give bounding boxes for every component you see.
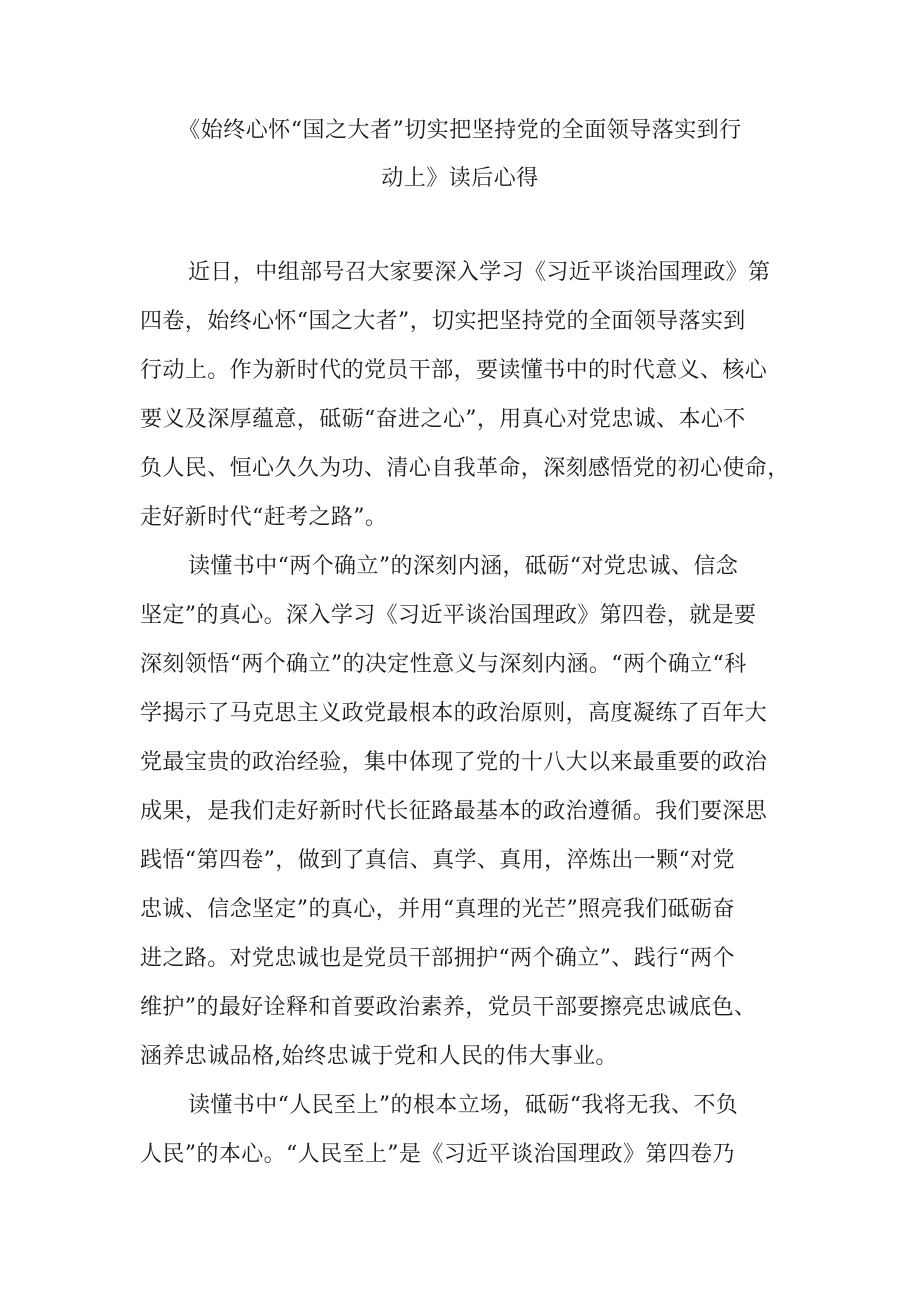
text-line: 走好新时代“赶考之路”。 [140,505,388,530]
text-line: 坚定”的真心。深入学习《习近平谈治国理政》第四卷，就是要 [140,603,757,628]
text-line: 负人民、恒心久久为功、清心自我革命，深刻感悟党的初心使命， [140,456,790,481]
text-line: 深刻领悟“两个确立”的决定性意义与深刻内涵。“两个确立“科 [140,652,747,677]
text-line: 人民”的本心。“人民至上”是《习近平谈治国理政》第四卷乃 [140,1142,735,1167]
text-line: 近日，中组部号召大家要深入学习《习近平谈治国理政》第 [188,260,771,285]
text-line: 践悟“第四卷”，做到了真信、真学、真用，淬炼出一颗“对党 [140,848,735,873]
text-line: 忠诚、信念坚定”的真心，并用“真理的光芒”照亮我们砥砺奋 [140,897,735,922]
text-line: 维护”的最好诠释和首要政治素养，党员干部要擦亮忠诚底色、 [140,995,757,1020]
document-title-line-1: 《始终心怀“国之大者”切实把坚持党的全面领导落实到行 [178,118,742,143]
text-line: 读懂书中“人民至上”的根本立场，砥砺“我将无我、不负 [188,1093,739,1118]
text-line: 涵养忠诚品格,始终忠诚于党和人民的伟大事业。 [140,1044,618,1069]
text-line: 要义及深厚蕴意，砥砺“奋进之心”，用真心对党忠诚、本心不 [140,407,746,432]
text-line: 行动上。作为新时代的党员干部，要读懂书中的时代意义、核心 [140,358,768,383]
text-line: 进之路。对党忠诚也是党员干部拥护“两个确立”、践行“两个 [140,946,735,971]
text-line: 四卷，始终心怀“国之大者”，切实把坚持党的全面领导落实到 [140,309,746,334]
text-line: 学揭示了马克思主义政党最根本的政治原则，高度凝练了百年大 [140,701,768,726]
text-line: 读懂书中“两个确立”的深刻内涵，砥砺“对党忠诚、信念 [188,554,739,579]
document-title-line-2: 动上》读后心得 [381,166,539,191]
text-line: 成果，是我们走好新时代长征路最基本的政治遵循。我们要深思 [140,799,768,824]
text-line: 党最宝贵的政治经验，集中体现了党的十八大以来最重要的政治 [140,750,768,775]
